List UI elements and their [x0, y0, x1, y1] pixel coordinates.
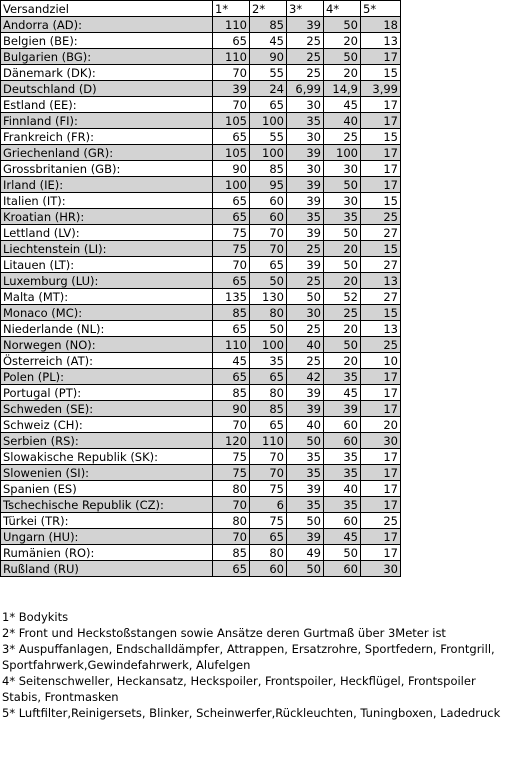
destination-cell: Schweiz (CH): [1, 417, 213, 433]
rate-cell-2: 65 [250, 97, 287, 113]
rate-cell-3: 50 [287, 561, 324, 577]
destination-cell: Rußland (RU) [1, 561, 213, 577]
rate-cell-3: 39 [287, 385, 324, 401]
rate-cell-5: 15 [361, 305, 401, 321]
rate-cell-2: 50 [250, 273, 287, 289]
destination-cell: Serbien (RS): [1, 433, 213, 449]
rate-cell-5: 17 [361, 401, 401, 417]
rate-cell-5: 17 [361, 497, 401, 513]
rate-cell-4: 40 [324, 113, 361, 129]
rate-cell-1: 70 [213, 417, 250, 433]
rate-cell-2: 75 [250, 513, 287, 529]
table-row [1, 177, 401, 193]
rate-cell-5: 17 [361, 529, 401, 545]
rate-cell-4: 30 [324, 193, 361, 209]
rate-cell-5: 17 [361, 481, 401, 497]
rate-cell-1: 135 [213, 289, 250, 305]
rate-cell-3: 35 [287, 465, 324, 481]
rate-cell-5: 17 [361, 465, 401, 481]
footnote-line: Sportfahrwerk,Gewindefahrwerk, Alufelgen [2, 658, 251, 672]
destination-cell: Schweden (SE): [1, 401, 213, 417]
table-row [1, 529, 401, 545]
rate-cell-3: 35 [287, 497, 324, 513]
table-row [1, 385, 401, 401]
rate-cell-2: 110 [250, 433, 287, 449]
table-row [1, 273, 401, 289]
rate-cell-5: 27 [361, 289, 401, 305]
rate-cell-1: 65 [213, 129, 250, 145]
table-row [1, 113, 401, 129]
rate-cell-1: 70 [213, 97, 250, 113]
rate-cell-1: 110 [213, 337, 250, 353]
destination-cell: Monaco (MC): [1, 305, 213, 321]
destination-cell: Frankreich (FR): [1, 129, 213, 145]
rate-cell-3: 40 [287, 417, 324, 433]
rate-cell-1: 75 [213, 241, 250, 257]
rate-cell-1: 70 [213, 529, 250, 545]
destination-cell: Irland (IE): [1, 177, 213, 193]
rate-cell-5: 10 [361, 353, 401, 369]
column-header-2: 2* [250, 1, 287, 17]
rate-cell-1: 75 [213, 449, 250, 465]
rate-cell-2: 100 [250, 145, 287, 161]
rate-cell-1: 85 [213, 545, 250, 561]
rate-cell-4: 100 [324, 145, 361, 161]
table-row [1, 193, 401, 209]
table-row [1, 417, 401, 433]
destination-cell: Norwegen (NO): [1, 337, 213, 353]
rate-cell-2: 6 [250, 497, 287, 513]
destination-cell: Grossbritanien (GB): [1, 161, 213, 177]
rate-cell-3: 50 [287, 513, 324, 529]
rate-cell-1: 90 [213, 401, 250, 417]
rate-cell-5: 17 [361, 97, 401, 113]
rate-cell-1: 110 [213, 49, 250, 65]
rate-cell-4: 60 [324, 417, 361, 433]
destination-cell: Tschechische Republik (CZ): [1, 497, 213, 513]
table-row [1, 17, 401, 33]
rate-cell-2: 85 [250, 161, 287, 177]
destination-cell: Österreich (AT): [1, 353, 213, 369]
rate-cell-4: 35 [324, 209, 361, 225]
rate-cell-4: 50 [324, 545, 361, 561]
destination-cell: Portugal (PT): [1, 385, 213, 401]
rate-cell-2: 85 [250, 401, 287, 417]
destination-cell: Liechtenstein (LI): [1, 241, 213, 257]
destination-cell: Belgien (BE): [1, 33, 213, 49]
rate-cell-1: 85 [213, 385, 250, 401]
table-row [1, 257, 401, 273]
table-row [1, 465, 401, 481]
rate-cell-1: 65 [213, 321, 250, 337]
rate-cell-4: 14,9 [324, 81, 361, 97]
rate-cell-5: 17 [361, 449, 401, 465]
rate-cell-1: 120 [213, 433, 250, 449]
table-row [1, 337, 401, 353]
rate-cell-3: 25 [287, 65, 324, 81]
destination-cell: Lettland (LV): [1, 225, 213, 241]
rate-cell-4: 30 [324, 161, 361, 177]
destination-cell: Ungarn (HU): [1, 529, 213, 545]
footnote-line: 2* Front und Heckstoßstangen sowie Ansätze deren Gurtmaß über 3Meter ist [2, 626, 446, 640]
rate-cell-5: 18 [361, 17, 401, 33]
destination-cell: Rumänien (RO): [1, 545, 213, 561]
table-row [1, 481, 401, 497]
rate-cell-3: 35 [287, 209, 324, 225]
rate-cell-5: 15 [361, 65, 401, 81]
rate-cell-2: 60 [250, 193, 287, 209]
table-row [1, 305, 401, 321]
rate-cell-4: 20 [324, 241, 361, 257]
rate-cell-4: 50 [324, 49, 361, 65]
rate-cell-4: 45 [324, 385, 361, 401]
table-row [1, 65, 401, 81]
rate-cell-3: 39 [287, 225, 324, 241]
table-row [1, 369, 401, 385]
rate-cell-4: 45 [324, 529, 361, 545]
rate-cell-2: 60 [250, 209, 287, 225]
rate-cell-5: 13 [361, 33, 401, 49]
destination-cell: Deutschland (D) [1, 81, 213, 97]
destination-cell: Litauen (LT): [1, 257, 213, 273]
column-header-5: 5* [361, 1, 401, 17]
destination-cell: Türkei (TR): [1, 513, 213, 529]
rate-cell-1: 65 [213, 369, 250, 385]
rate-cell-5: 15 [361, 129, 401, 145]
rate-cell-1: 45 [213, 353, 250, 369]
table-row [1, 33, 401, 49]
rate-cell-2: 70 [250, 241, 287, 257]
rate-cell-2: 80 [250, 545, 287, 561]
column-header-3: 3* [287, 1, 324, 17]
rate-cell-2: 65 [250, 529, 287, 545]
rate-cell-3: 50 [287, 433, 324, 449]
rate-cell-5: 15 [361, 241, 401, 257]
rate-cell-3: 39 [287, 17, 324, 33]
table-row [1, 49, 401, 65]
rate-cell-3: 30 [287, 129, 324, 145]
rate-cell-1: 90 [213, 161, 250, 177]
rate-cell-2: 50 [250, 321, 287, 337]
rate-cell-5: 17 [361, 369, 401, 385]
rate-cell-2: 70 [250, 225, 287, 241]
rate-cell-3: 25 [287, 321, 324, 337]
rate-cell-3: 30 [287, 305, 324, 321]
footnote-line: 4* Seitenschweller, Heckansatz, Heckspoiler, Frontspoiler, Heckflügel, Frontspoiler [2, 674, 476, 688]
table-row [1, 353, 401, 369]
destination-cell: Malta (MT): [1, 289, 213, 305]
destination-cell: Finnland (FI): [1, 113, 213, 129]
rate-cell-1: 70 [213, 65, 250, 81]
rate-cell-2: 100 [250, 113, 287, 129]
footnote-line: 3* Auspuffanlagen, Endschalldämpfer, Attrappen, Ersatzrohre, Sportfedern, Frontgrill, [2, 642, 495, 656]
table-row [1, 81, 401, 97]
rate-cell-4: 45 [324, 97, 361, 113]
rate-cell-2: 85 [250, 17, 287, 33]
column-header-4: 4* [324, 1, 361, 17]
rate-cell-4: 39 [324, 401, 361, 417]
rate-cell-2: 95 [250, 177, 287, 193]
table-row [1, 161, 401, 177]
table-row [1, 289, 401, 305]
rate-cell-4: 50 [324, 337, 361, 353]
rate-cell-3: 39 [287, 177, 324, 193]
rate-cell-5: 17 [361, 177, 401, 193]
table-row [1, 145, 401, 161]
rate-cell-3: 40 [287, 337, 324, 353]
footnote-line: Stabis, Frontmasken [2, 690, 119, 704]
rate-cell-4: 25 [324, 305, 361, 321]
rate-cell-2: 75 [250, 481, 287, 497]
rate-cell-5: 27 [361, 225, 401, 241]
rate-cell-2: 90 [250, 49, 287, 65]
table-row [1, 129, 401, 145]
rate-cell-2: 80 [250, 385, 287, 401]
rate-cell-4: 35 [324, 497, 361, 513]
destination-cell: Italien (IT): [1, 193, 213, 209]
rate-cell-4: 25 [324, 129, 361, 145]
rate-cell-4: 50 [324, 17, 361, 33]
rate-cell-5: 25 [361, 209, 401, 225]
rate-cell-2: 65 [250, 257, 287, 273]
rate-cell-2: 65 [250, 369, 287, 385]
destination-cell: Spanien (ES) [1, 481, 213, 497]
rate-cell-4: 20 [324, 321, 361, 337]
rate-cell-5: 17 [361, 49, 401, 65]
rate-cell-1: 85 [213, 305, 250, 321]
rate-cell-3: 39 [287, 481, 324, 497]
column-header-destination: Versandziel [1, 1, 213, 17]
rate-cell-4: 50 [324, 177, 361, 193]
rate-cell-2: 35 [250, 353, 287, 369]
rate-cell-4: 60 [324, 561, 361, 577]
rate-cell-2: 70 [250, 449, 287, 465]
rate-cell-5: 17 [361, 545, 401, 561]
destination-cell: Bulgarien (BG): [1, 49, 213, 65]
rate-cell-5: 30 [361, 433, 401, 449]
rate-cell-3: 39 [287, 257, 324, 273]
rate-cell-2: 130 [250, 289, 287, 305]
destination-cell: Andorra (AD): [1, 17, 213, 33]
rate-cell-4: 52 [324, 289, 361, 305]
destination-cell: Slowenien (SI): [1, 465, 213, 481]
destination-cell: Polen (PL): [1, 369, 213, 385]
rate-cell-4: 20 [324, 33, 361, 49]
destination-cell: Niederlande (NL): [1, 321, 213, 337]
rate-cell-4: 35 [324, 449, 361, 465]
rate-cell-4: 20 [324, 273, 361, 289]
rate-cell-5: 17 [361, 161, 401, 177]
rate-cell-5: 17 [361, 385, 401, 401]
table-row [1, 97, 401, 113]
table-row [1, 449, 401, 465]
rate-cell-4: 35 [324, 369, 361, 385]
destination-cell: Luxemburg (LU): [1, 273, 213, 289]
rate-cell-3: 25 [287, 273, 324, 289]
rate-cell-3: 39 [287, 193, 324, 209]
rate-cell-4: 60 [324, 433, 361, 449]
rate-cell-3: 6,99 [287, 81, 324, 97]
destination-cell: Dänemark (DK): [1, 65, 213, 81]
rate-cell-2: 55 [250, 65, 287, 81]
table-row [1, 561, 401, 577]
destination-cell: Estland (EE): [1, 97, 213, 113]
rate-cell-3: 25 [287, 353, 324, 369]
rate-cell-1: 100 [213, 177, 250, 193]
rate-cell-4: 50 [324, 257, 361, 273]
destination-cell: Slowakische Republik (SK): [1, 449, 213, 465]
rate-cell-3: 25 [287, 241, 324, 257]
rate-cell-2: 24 [250, 81, 287, 97]
rate-cell-5: 17 [361, 145, 401, 161]
rate-cell-5: 25 [361, 513, 401, 529]
rate-cell-1: 80 [213, 481, 250, 497]
table-row [1, 497, 401, 513]
footnotes [2, 609, 507, 721]
rate-cell-1: 65 [213, 193, 250, 209]
rate-cell-1: 65 [213, 561, 250, 577]
rate-cell-1: 105 [213, 145, 250, 161]
rate-cell-3: 30 [287, 97, 324, 113]
rate-cell-3: 49 [287, 545, 324, 561]
rate-cell-3: 25 [287, 33, 324, 49]
table-body [1, 17, 401, 577]
rate-cell-2: 55 [250, 129, 287, 145]
rate-cell-1: 105 [213, 113, 250, 129]
rate-cell-4: 50 [324, 225, 361, 241]
table-row [1, 209, 401, 225]
rate-cell-5: 17 [361, 113, 401, 129]
rate-cell-4: 60 [324, 513, 361, 529]
destination-cell: Griechenland (GR): [1, 145, 213, 161]
rate-cell-2: 45 [250, 33, 287, 49]
table-row [1, 513, 401, 529]
rate-cell-1: 75 [213, 465, 250, 481]
column-header-1: 1* [213, 1, 250, 17]
rate-cell-2: 100 [250, 337, 287, 353]
footnote-line: 5* Luftfilter,Reinigersets, Blinker, Scheinwerfer,Rückleuchten, Tuningboxen, Ladedruck [2, 706, 501, 720]
rate-cell-1: 80 [213, 513, 250, 529]
rate-cell-3: 30 [287, 161, 324, 177]
footnote-line: 1* Bodykits [2, 610, 69, 624]
table-row [1, 225, 401, 241]
table-row [1, 241, 401, 257]
rate-cell-3: 50 [287, 289, 324, 305]
table-row [1, 433, 401, 449]
rate-cell-1: 39 [213, 81, 250, 97]
destination-cell: Kroatian (HR): [1, 209, 213, 225]
rate-cell-5: 3,99 [361, 81, 401, 97]
table-row [1, 321, 401, 337]
rate-cell-2: 60 [250, 561, 287, 577]
rate-cell-3: 39 [287, 145, 324, 161]
rate-cell-2: 65 [250, 417, 287, 433]
rate-cell-3: 42 [287, 369, 324, 385]
rate-cell-5: 30 [361, 561, 401, 577]
rate-cell-1: 70 [213, 497, 250, 513]
rate-cell-1: 65 [213, 33, 250, 49]
rate-cell-5: 20 [361, 417, 401, 433]
rate-cell-3: 39 [287, 401, 324, 417]
table-row [1, 401, 401, 417]
table-row [1, 545, 401, 561]
rate-cell-4: 20 [324, 353, 361, 369]
rate-cell-2: 70 [250, 465, 287, 481]
rate-cell-5: 13 [361, 273, 401, 289]
rate-cell-3: 35 [287, 113, 324, 129]
rate-cell-4: 40 [324, 481, 361, 497]
rate-cell-3: 35 [287, 449, 324, 465]
table-header-row [1, 1, 401, 17]
rate-cell-3: 39 [287, 529, 324, 545]
rate-cell-1: 75 [213, 225, 250, 241]
rate-cell-4: 20 [324, 65, 361, 81]
rate-cell-3: 25 [287, 49, 324, 65]
rate-cell-1: 110 [213, 17, 250, 33]
rate-cell-5: 15 [361, 193, 401, 209]
rate-cell-5: 27 [361, 257, 401, 273]
rate-cell-1: 65 [213, 209, 250, 225]
rate-cell-4: 35 [324, 465, 361, 481]
rate-cell-5: 25 [361, 337, 401, 353]
rate-cell-1: 65 [213, 273, 250, 289]
rate-cell-5: 13 [361, 321, 401, 337]
rate-cell-2: 80 [250, 305, 287, 321]
rate-cell-1: 70 [213, 257, 250, 273]
